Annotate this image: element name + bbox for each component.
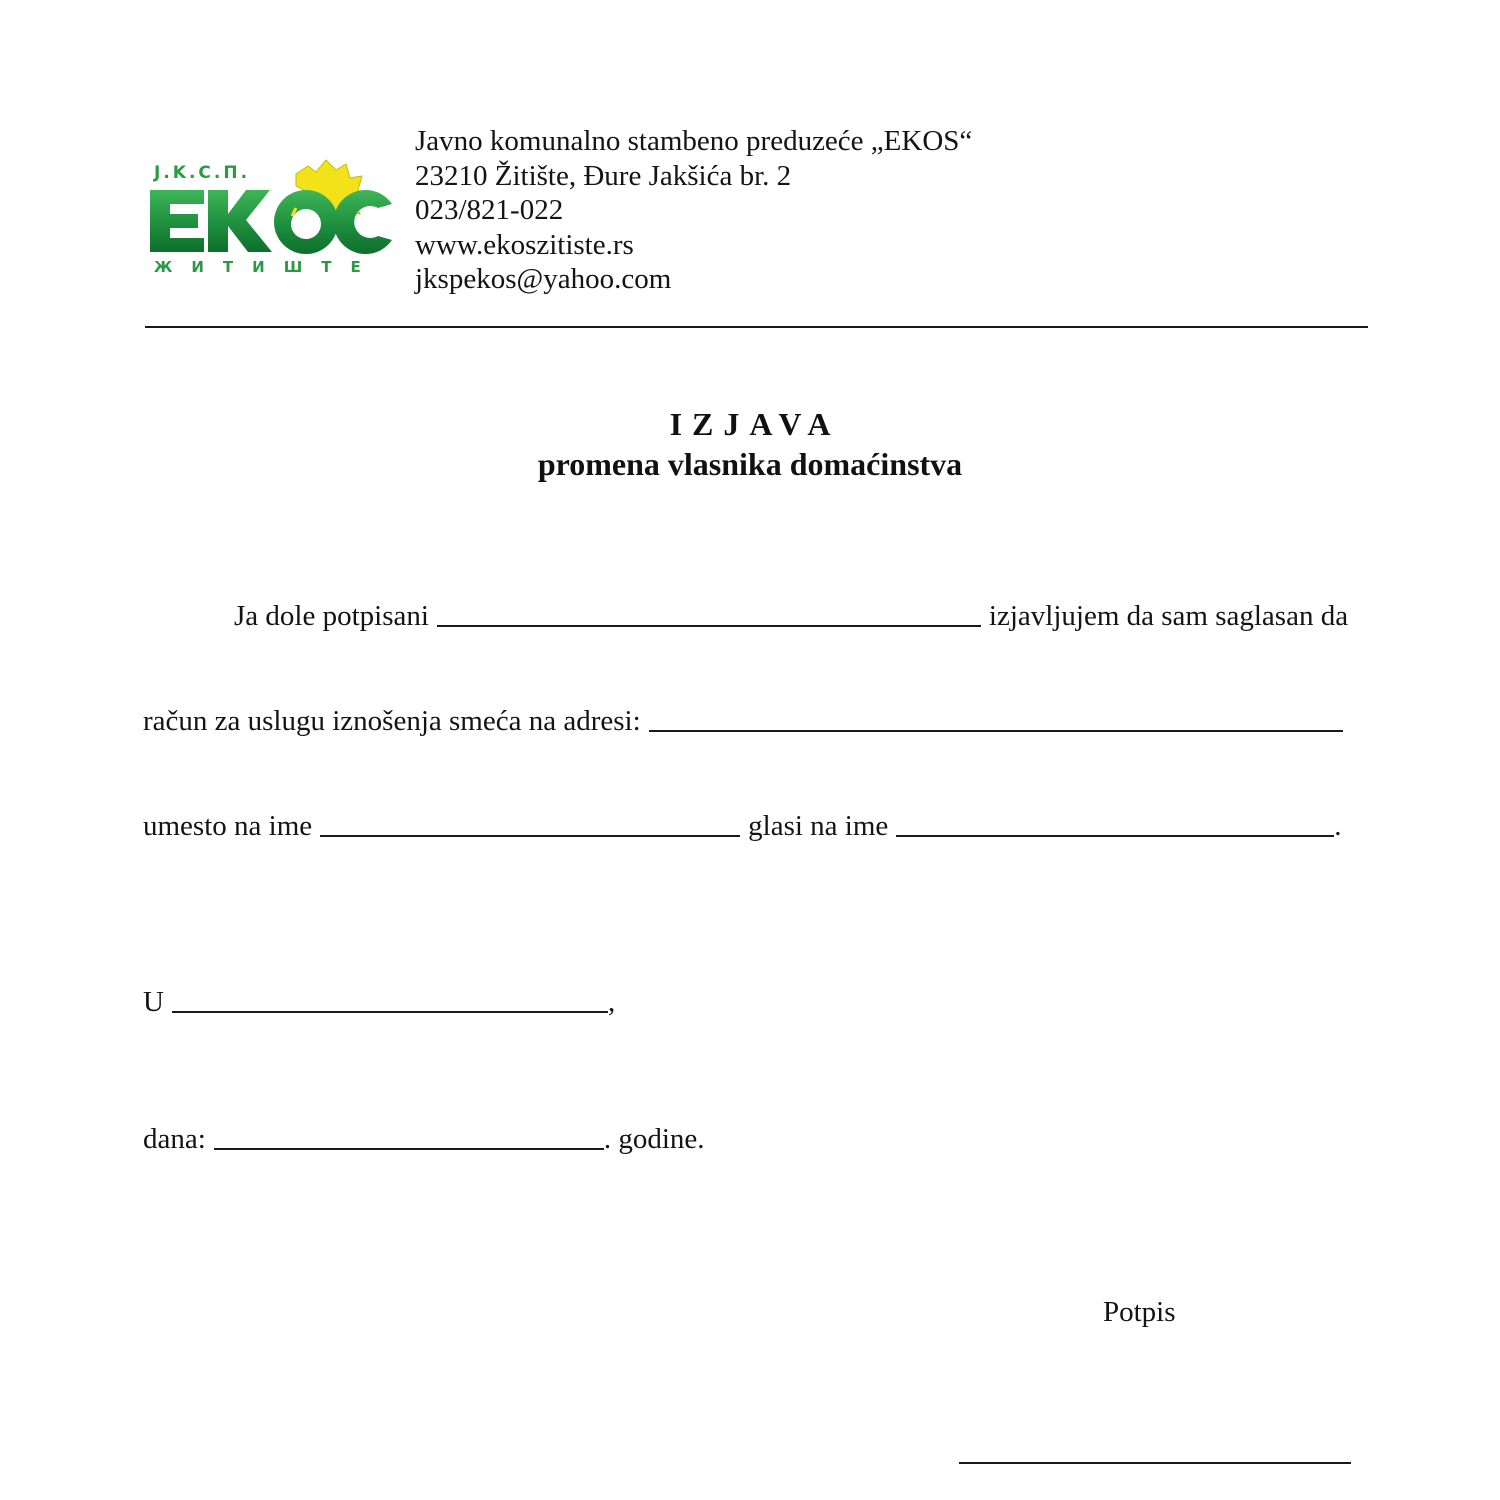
document-title bbox=[0, 404, 1500, 484]
title-subtitle: promena vlasnika domaćinstva bbox=[537, 446, 963, 482]
company-phone: 023/821-022 bbox=[415, 194, 564, 226]
svg-text:J.K.C.П.: J.K.C.П. bbox=[154, 163, 251, 183]
statement-line-1 bbox=[234, 598, 1348, 634]
title-main: IZJAVA bbox=[669, 406, 841, 442]
signature-label: Potpis bbox=[1103, 1296, 1176, 1328]
company-name: Javno komunalno stambeno preduzeće „EKOS“ bbox=[415, 125, 973, 157]
company-website: www.ekoszitiste.rs bbox=[415, 228, 634, 261]
line3-prefix: umesto na ime bbox=[143, 810, 313, 842]
place-line bbox=[143, 984, 615, 1020]
company-address: 23210 Žitište, Đure Jakšića br. 2 bbox=[415, 159, 792, 192]
date-field[interactable] bbox=[214, 1126, 604, 1150]
header-divider bbox=[145, 326, 1368, 328]
company-email: jkspekos@yahoo.com bbox=[415, 263, 672, 295]
line3-middle: glasi na ime bbox=[748, 810, 889, 842]
date-prefix: dana: bbox=[143, 1123, 206, 1155]
svg-text:ЖИТИШТЕ: ЖИТИШТЕ bbox=[154, 258, 380, 276]
date-line bbox=[143, 1121, 705, 1157]
line2-prefix: račun za uslugu iznošenja smeća na adresi: bbox=[143, 705, 641, 737]
new-owner-field[interactable] bbox=[896, 813, 1334, 837]
place-suffix: , bbox=[607, 986, 616, 1018]
place-field[interactable] bbox=[172, 989, 608, 1013]
line1-suffix: izjavljujem da sam saglasan da bbox=[988, 600, 1349, 632]
address-field[interactable] bbox=[649, 708, 1343, 732]
previous-owner-field[interactable] bbox=[320, 813, 740, 837]
signer-name-field[interactable] bbox=[437, 603, 981, 627]
date-suffix: . godine. bbox=[603, 1123, 705, 1155]
statement-line-3 bbox=[143, 808, 1342, 844]
ekos-logo-icon bbox=[146, 152, 396, 277]
ekos-logo bbox=[146, 152, 396, 277]
company-contact-block bbox=[415, 124, 972, 297]
line1-prefix: Ja dole potpisani bbox=[234, 600, 429, 632]
line3-suffix: . bbox=[1334, 810, 1342, 842]
signature-field[interactable] bbox=[959, 1462, 1351, 1464]
statement-line-2 bbox=[143, 703, 1351, 739]
place-prefix: U bbox=[143, 986, 164, 1018]
